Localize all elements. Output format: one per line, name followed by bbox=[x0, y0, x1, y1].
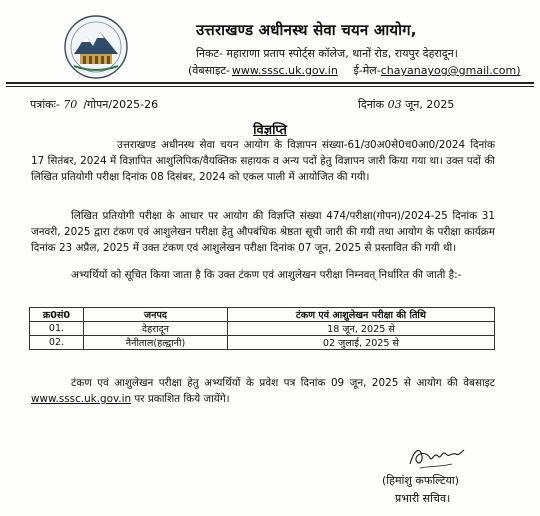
table-header-row bbox=[30, 308, 495, 322]
cell-serial: 01. bbox=[30, 322, 84, 336]
cell-exam-date: 02 जुलाई, 2025 से bbox=[228, 336, 495, 350]
reference-prefix: पत्रांकः- bbox=[30, 98, 60, 111]
cell-serial: 02. bbox=[30, 336, 84, 350]
issue-date bbox=[358, 97, 454, 112]
header-divider-thin bbox=[6, 86, 534, 87]
website-link-body[interactable]: www.sssc.uk.gov.in bbox=[31, 392, 132, 405]
paragraph-advertisement: उत्तराखण्ड अधीनस्थ सेवा चयन आयोग के विज्ञापन संख्या-61/उ0अ0से0च0आ0/2024 दिनांक 17 सितंबर, 2024 में विज्ञापित आशुलिपिक/वैयक्तिक सहायक व अन्य पदों हेतु विज्ञापन जारी किया गया था। उक्त पदों की लिखित प्रतियोगी परीक्षा दिनांक 08 दिसंबर, 2024 को एकल पाली में आयोजित की गयी। bbox=[31, 139, 495, 183]
cell-district: देहरादून bbox=[84, 322, 228, 336]
website-link[interactable]: www.sssc.uk.gov.in bbox=[231, 64, 338, 77]
cell-exam-date: 18 जून, 2025 से bbox=[228, 322, 495, 336]
date-rest: जून, 2025 bbox=[405, 98, 455, 111]
paragraph-admit-card: टंकण एवं आशुलेखन परीक्षा हेतु अभ्यर्थियों के प्रवेश पत्र दिनांक 09 जून, 2025 से आयोग की वेबसाइट www.sssc.uk.gov.in पर प्रकाशित किये जायेंगे। bbox=[31, 377, 495, 405]
date-label: दिनांक bbox=[358, 98, 385, 111]
signatory-name: (हिमांशु कफल्टिया) bbox=[382, 474, 460, 487]
commission-emblem-logo bbox=[60, 14, 132, 80]
notice-heading: विज्ञप्ति bbox=[253, 123, 287, 138]
cell-district: नैनीताल(हल्द्वानी) bbox=[84, 336, 228, 350]
table-row bbox=[30, 336, 495, 350]
column-header-serial: क्र0सं0 bbox=[30, 308, 84, 322]
column-header-district: जनपद bbox=[84, 308, 228, 322]
email-link[interactable]: chayanayog@gmail.com) bbox=[380, 64, 521, 77]
date-day: 03 bbox=[387, 98, 402, 111]
org-address: निकट- महाराणा प्रताप स्पोर्ट्स कॉलेज, थानों रोड, रायपुर देहरादून। bbox=[196, 47, 458, 60]
reference-number bbox=[30, 97, 158, 112]
header-divider-thick bbox=[6, 82, 534, 84]
paragraph-merit-list: लिखित प्रतियोगी परीक्षा के आधार पर आयोग की विज्ञप्ति संख्या 474/परीक्षा(गोपन)/2024-25 दिनांक 31 जनवरी, 2025 द्वारा टंकण एवं आशुलेखन परीक्षा हेतु औपबंधिक श्रेष्ठता सूची जारी की गयी तथा आयोग के परीक्षा कार्यक्रम दिनांक 23 अप्रैल, 2025 में उक्त टंकण एवं आशुलेखन परीक्षा दिनांक 07 जून, 2025 से प्रस्तावित की गयी थी। bbox=[31, 210, 495, 254]
email-label: ई-मेल- bbox=[353, 64, 381, 77]
column-header-exam-date: टंकण एवं आशुलेखन परीक्षा की तिथि bbox=[228, 308, 495, 322]
reference-handwritten-number: 70 bbox=[63, 98, 78, 111]
org-title: उत्तराखण्ड अधीनस्थ सेवा चयन आयोग, bbox=[196, 21, 417, 39]
reference-suffix: /गोपन/2025-26 bbox=[83, 98, 159, 111]
table-row bbox=[30, 322, 495, 336]
signatory-designation: प्रभारी सचिव। bbox=[395, 492, 451, 505]
handwritten-signature bbox=[406, 442, 466, 472]
exam-schedule-table bbox=[29, 307, 495, 350]
website-label: (वेबसाइट- bbox=[188, 64, 230, 77]
paragraph-schedule-intro: अभ्यर्थियों को सूचित किया जाता है कि उक्त टंकण एवं आशुलेखन परीक्षा निम्नवत् निर्धारित की जाती है:- bbox=[71, 269, 462, 281]
org-contact-line bbox=[188, 63, 521, 78]
